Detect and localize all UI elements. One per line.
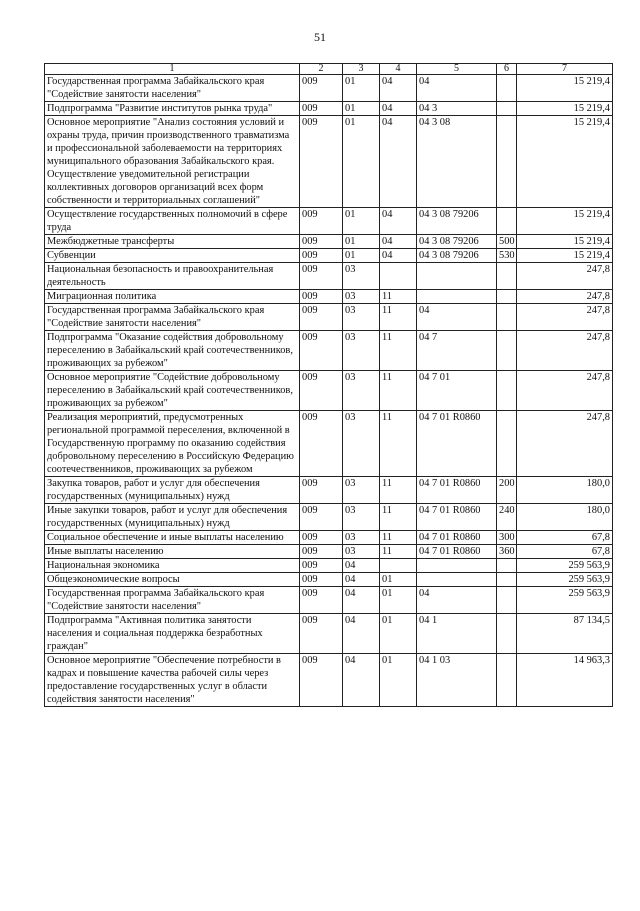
row-amount-cell: 15 219,4 — [517, 249, 613, 263]
row-code-cell: 009 — [300, 573, 343, 587]
row-name-cell: Миграционная политика — [45, 290, 300, 304]
row-section-cell: 01 — [343, 116, 380, 208]
row-name-cell: Осуществление государственных полномочий в сфере труда — [45, 208, 300, 235]
row-expense-type-cell — [497, 411, 517, 477]
column-header: 1 — [45, 64, 300, 75]
column-header: 4 — [380, 64, 417, 75]
table-row — [45, 116, 613, 208]
row-target-article-cell: 04 — [417, 304, 497, 331]
row-section-cell: 01 — [343, 249, 380, 263]
row-name-cell: Социальное обеспечение и иные выплаты населению — [45, 531, 300, 545]
row-amount-cell: 15 219,4 — [517, 208, 613, 235]
table-row — [45, 587, 613, 614]
row-target-article-cell — [417, 290, 497, 304]
row-amount-cell: 247,8 — [517, 331, 613, 371]
row-expense-type-cell — [497, 290, 517, 304]
row-subsection-cell: 04 — [380, 208, 417, 235]
row-section-cell: 03 — [343, 263, 380, 290]
row-expense-type-cell: 530 — [497, 249, 517, 263]
row-target-article-cell: 04 3 08 79206 — [417, 235, 497, 249]
row-code-cell: 009 — [300, 331, 343, 371]
row-amount-cell: 15 219,4 — [517, 75, 613, 102]
row-amount-cell: 247,8 — [517, 371, 613, 411]
row-subsection-cell: 04 — [380, 116, 417, 208]
row-subsection-cell: 01 — [380, 587, 417, 614]
row-expense-type-cell: 360 — [497, 545, 517, 559]
row-code-cell: 009 — [300, 116, 343, 208]
row-section-cell: 04 — [343, 587, 380, 614]
row-expense-type-cell — [497, 102, 517, 116]
row-target-article-cell: 04 3 08 79206 — [417, 249, 497, 263]
row-amount-cell: 15 219,4 — [517, 235, 613, 249]
row-expense-type-cell: 500 — [497, 235, 517, 249]
row-section-cell: 04 — [343, 614, 380, 654]
row-section-cell: 03 — [343, 331, 380, 371]
row-code-cell: 009 — [300, 290, 343, 304]
row-subsection-cell: 11 — [380, 545, 417, 559]
row-section-cell: 01 — [343, 208, 380, 235]
row-expense-type-cell — [497, 559, 517, 573]
row-expense-type-cell — [497, 614, 517, 654]
row-section-cell: 04 — [343, 654, 380, 707]
row-code-cell: 009 — [300, 235, 343, 249]
row-amount-cell: 14 963,3 — [517, 654, 613, 707]
row-name-cell: Подпрограмма "Развитие институтов рынка труда" — [45, 102, 300, 116]
row-subsection-cell — [380, 559, 417, 573]
row-target-article-cell: 04 3 08 — [417, 116, 497, 208]
row-amount-cell: 87 134,5 — [517, 614, 613, 654]
row-code-cell: 009 — [300, 654, 343, 707]
row-expense-type-cell: 300 — [497, 531, 517, 545]
row-code-cell: 009 — [300, 75, 343, 102]
row-name-cell: Государственная программа Забайкальского края "Содействие занятости населения" — [45, 587, 300, 614]
row-target-article-cell: 04 7 01 — [417, 371, 497, 411]
row-target-article-cell: 04 7 — [417, 331, 497, 371]
row-code-cell: 009 — [300, 249, 343, 263]
row-expense-type-cell — [497, 587, 517, 614]
row-code-cell: 009 — [300, 263, 343, 290]
row-target-article-cell: 04 — [417, 587, 497, 614]
column-header: 6 — [497, 64, 517, 75]
row-expense-type-cell — [497, 263, 517, 290]
row-target-article-cell: 04 1 03 — [417, 654, 497, 707]
row-expense-type-cell — [497, 654, 517, 707]
row-name-cell: Подпрограмма "Оказание содействия добровольному переселению в Забайкальский край соотечественников, проживающих за рубежом" — [45, 331, 300, 371]
row-name-cell: Национальная экономика — [45, 559, 300, 573]
row-amount-cell: 259 563,9 — [517, 587, 613, 614]
row-subsection-cell: 11 — [380, 331, 417, 371]
table-row — [45, 290, 613, 304]
table-row — [45, 102, 613, 116]
row-subsection-cell — [380, 263, 417, 290]
row-expense-type-cell — [497, 573, 517, 587]
row-subsection-cell: 04 — [380, 235, 417, 249]
row-amount-cell: 15 219,4 — [517, 102, 613, 116]
row-amount-cell: 247,8 — [517, 411, 613, 477]
row-name-cell: Основное мероприятие "Содействие добровольному переселению в Забайкальский край соотечественников, проживающих за рубежом" — [45, 371, 300, 411]
row-section-cell: 01 — [343, 235, 380, 249]
table-row — [45, 411, 613, 477]
row-section-cell: 03 — [343, 411, 380, 477]
row-target-article-cell: 04 3 — [417, 102, 497, 116]
row-code-cell: 009 — [300, 208, 343, 235]
row-code-cell: 009 — [300, 371, 343, 411]
row-target-article-cell — [417, 573, 497, 587]
table-row — [45, 654, 613, 707]
row-name-cell: Государственная программа Забайкальского края "Содействие занятости населения" — [45, 75, 300, 102]
row-name-cell: Иные выплаты населению — [45, 545, 300, 559]
row-amount-cell: 259 563,9 — [517, 573, 613, 587]
row-section-cell: 03 — [343, 304, 380, 331]
row-subsection-cell: 11 — [380, 504, 417, 531]
column-header: 3 — [343, 64, 380, 75]
table-row — [45, 249, 613, 263]
table-row — [45, 531, 613, 545]
table-row — [45, 331, 613, 371]
page-number: 51 — [314, 30, 326, 44]
row-code-cell: 009 — [300, 545, 343, 559]
row-expense-type-cell — [497, 331, 517, 371]
row-target-article-cell: 04 7 01 R0860 — [417, 504, 497, 531]
column-header: 5 — [417, 64, 497, 75]
row-section-cell: 01 — [343, 75, 380, 102]
table-row — [45, 304, 613, 331]
row-section-cell: 04 — [343, 559, 380, 573]
row-name-cell: Основное мероприятие "Обеспечение потребности в кадрах и повышение качества рабочей силы через предоставление государственных услуг в области содействия занятости населения" — [45, 654, 300, 707]
table-row — [45, 545, 613, 559]
row-amount-cell: 180,0 — [517, 504, 613, 531]
row-subsection-cell: 01 — [380, 654, 417, 707]
row-target-article-cell — [417, 559, 497, 573]
column-header: 2 — [300, 64, 343, 75]
row-amount-cell: 15 219,4 — [517, 116, 613, 208]
row-amount-cell: 259 563,9 — [517, 559, 613, 573]
row-target-article-cell: 04 3 08 79206 — [417, 208, 497, 235]
row-code-cell: 009 — [300, 587, 343, 614]
row-section-cell: 01 — [343, 102, 380, 116]
row-name-cell: Национальная безопасность и правоохранительная деятельность — [45, 263, 300, 290]
row-expense-type-cell — [497, 371, 517, 411]
row-code-cell: 009 — [300, 477, 343, 504]
row-subsection-cell: 11 — [380, 531, 417, 545]
table-row — [45, 235, 613, 249]
row-subsection-cell: 11 — [380, 477, 417, 504]
row-subsection-cell: 11 — [380, 371, 417, 411]
budget-table — [44, 63, 613, 707]
table-row — [45, 263, 613, 290]
row-code-cell: 009 — [300, 531, 343, 545]
row-expense-type-cell — [497, 208, 517, 235]
row-target-article-cell — [417, 263, 497, 290]
row-section-cell: 03 — [343, 545, 380, 559]
row-target-article-cell: 04 7 01 R0860 — [417, 411, 497, 477]
row-amount-cell: 247,8 — [517, 304, 613, 331]
table-row — [45, 559, 613, 573]
row-expense-type-cell — [497, 304, 517, 331]
row-subsection-cell: 11 — [380, 411, 417, 477]
row-code-cell: 009 — [300, 614, 343, 654]
table-row — [45, 573, 613, 587]
row-subsection-cell: 01 — [380, 573, 417, 587]
row-code-cell: 009 — [300, 559, 343, 573]
row-section-cell: 04 — [343, 573, 380, 587]
row-code-cell: 009 — [300, 102, 343, 116]
row-name-cell: Закупка товаров, работ и услуг для обеспечения государственных (муниципальных) нужд — [45, 477, 300, 504]
row-expense-type-cell — [497, 75, 517, 102]
row-name-cell: Общеэкономические вопросы — [45, 573, 300, 587]
row-target-article-cell: 04 7 01 R0860 — [417, 545, 497, 559]
row-subsection-cell: 04 — [380, 75, 417, 102]
row-amount-cell: 247,8 — [517, 263, 613, 290]
row-name-cell: Государственная программа Забайкальского края "Содействие занятости населения" — [45, 304, 300, 331]
row-section-cell: 03 — [343, 504, 380, 531]
row-target-article-cell: 04 1 — [417, 614, 497, 654]
table-row — [45, 371, 613, 411]
row-target-article-cell: 04 — [417, 75, 497, 102]
row-section-cell: 03 — [343, 477, 380, 504]
row-target-article-cell: 04 7 01 R0860 — [417, 531, 497, 545]
row-name-cell: Реализация мероприятий, предусмотренных региональной программой переселения, включенной в Государственную программу по оказанию содействия добровольному переселению в Российскую Федерацию соотечественников, проживающих за рубежом — [45, 411, 300, 477]
row-amount-cell: 67,8 — [517, 531, 613, 545]
table-header-row — [45, 64, 613, 75]
row-subsection-cell: 11 — [380, 304, 417, 331]
row-amount-cell: 67,8 — [517, 545, 613, 559]
row-section-cell: 03 — [343, 371, 380, 411]
row-name-cell: Иные закупки товаров, работ и услуг для обеспечения государственных (муниципальных) нужд — [45, 504, 300, 531]
column-header: 7 — [517, 64, 613, 75]
row-code-cell: 009 — [300, 304, 343, 331]
table-row — [45, 614, 613, 654]
row-name-cell: Субвенции — [45, 249, 300, 263]
row-expense-type-cell — [497, 116, 517, 208]
row-code-cell: 009 — [300, 504, 343, 531]
row-amount-cell: 180,0 — [517, 477, 613, 504]
row-name-cell: Межбюджетные трансферты — [45, 235, 300, 249]
row-code-cell: 009 — [300, 411, 343, 477]
row-subsection-cell: 11 — [380, 290, 417, 304]
row-name-cell: Подпрограмма "Активная политика занятости населения и социальная поддержка безработных граждан" — [45, 614, 300, 654]
row-subsection-cell: 04 — [380, 249, 417, 263]
row-section-cell: 03 — [343, 290, 380, 304]
row-target-article-cell: 04 7 01 R0860 — [417, 477, 497, 504]
table-row — [45, 75, 613, 102]
table-row — [45, 477, 613, 504]
table-row — [45, 208, 613, 235]
row-subsection-cell: 01 — [380, 614, 417, 654]
row-section-cell: 03 — [343, 531, 380, 545]
table-row — [45, 504, 613, 531]
row-name-cell: Основное мероприятие "Анализ состояния условий и охраны труда, причин производственного травматизма и профессиональной заболеваемости на территориях муниципального образования Забайкальского края. Осуществление уведомительной регистрации коллективных договоров организаций всех форм собственности и территориальных соглашений" — [45, 116, 300, 208]
row-amount-cell: 247,8 — [517, 290, 613, 304]
row-subsection-cell: 04 — [380, 102, 417, 116]
row-expense-type-cell: 240 — [497, 504, 517, 531]
row-expense-type-cell: 200 — [497, 477, 517, 504]
